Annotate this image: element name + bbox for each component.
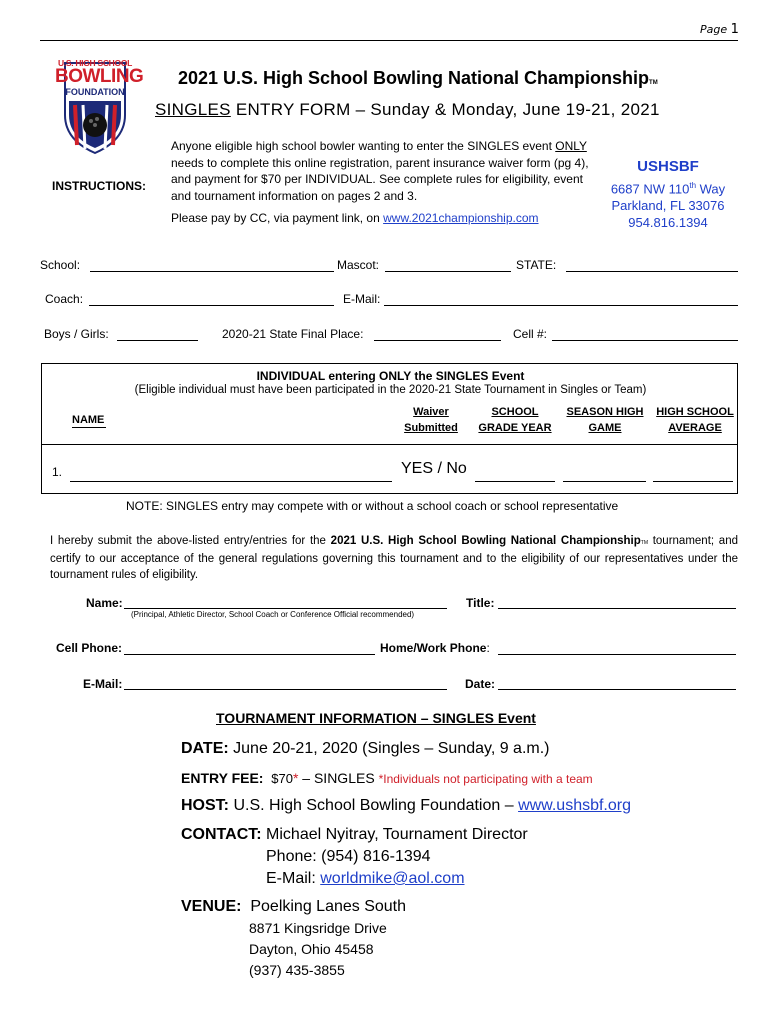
row-season-field[interactable] — [563, 481, 646, 482]
state-field[interactable] — [566, 271, 738, 272]
cell-label: Cell #: — [513, 327, 548, 341]
sig-name-hint: (Principal, Athletic Director, School Coach or Conference Official recommended) — [131, 610, 415, 619]
info-contact — [181, 826, 528, 844]
state-final-field[interactable] — [374, 340, 501, 341]
school-field[interactable] — [90, 271, 334, 272]
page-number — [700, 22, 739, 37]
info-fee-label: ENTRY FEE: — [181, 770, 264, 786]
school-label: School: — [40, 258, 81, 272]
mascot-label: Mascot: — [337, 258, 380, 272]
coach-label: Coach: — [45, 292, 84, 306]
org-street-b: Way — [696, 181, 726, 197]
logo-line1: U.S. HIGH SCHOOL — [57, 58, 133, 68]
org-street-a: 6687 NW 110 — [610, 181, 690, 197]
certify-text — [50, 533, 738, 583]
info-contact-email — [266, 870, 465, 888]
boys-girls-label: Boys / Girls: — [44, 327, 109, 341]
instructions-p1a: Anyone eligible high school bowler wanting to enter the SINGLES event — [171, 139, 556, 153]
info-fee-star: * — [292, 770, 299, 786]
col-season-1: SEASON HIGH — [566, 406, 644, 418]
email-label: E-Mail: — [343, 292, 381, 306]
boys-girls-field[interactable] — [117, 340, 198, 341]
info-heading: TOURNAMENT INFORMATION – SINGLES Event — [216, 710, 536, 726]
sig-date-label: Date: — [465, 677, 496, 691]
table-title: INDIVIDUAL entering ONLY the SINGLES Event — [256, 369, 525, 383]
col-waiver-header — [395, 404, 467, 436]
col-hs-2: AVERAGE — [668, 422, 722, 434]
info-venue-street: 8871 Kingsridge Drive — [249, 920, 387, 936]
page-subtitle — [155, 100, 660, 120]
logo-line3: FOUNDATION — [65, 87, 125, 97]
info-contact-phone: Phone: (954) 816-1394 — [266, 848, 431, 865]
instructions-p1b: needs to complete this online registration, parent insurance waiver form (pg 4), and payment for $70 per INDIVIDUAL. See complete rules for eligibility, event and tournament information on pages 2 and 3. — [171, 155, 589, 203]
mascot-field[interactable] — [385, 271, 511, 272]
ushsbf-logo — [55, 55, 144, 155]
org-city: Parkland, FL 33076 — [611, 198, 725, 214]
payment-text: Please pay by CC, via payment link, on — [171, 211, 384, 225]
col-waiver-2: Submitted — [404, 422, 458, 434]
sig-cell-label: Cell Phone: — [56, 641, 123, 655]
org-phone: 954.816.1394 — [628, 215, 708, 231]
sig-email-field[interactable] — [124, 689, 447, 690]
sig-name-label: Name: — [86, 596, 123, 610]
sig-home-field[interactable] — [498, 654, 736, 655]
col-season-2: GAME — [588, 422, 622, 434]
title-text: 2021 U.S. High School Bowling National Championship — [178, 68, 650, 88]
info-contact-email-label: E-Mail: — [266, 870, 321, 887]
table-divider — [41, 444, 738, 445]
info-date-label: DATE: — [181, 740, 229, 757]
org-block — [598, 158, 738, 231]
info-fee-note: *Individuals not participating with a team — [378, 772, 593, 786]
page-label: Page — [700, 23, 728, 36]
info-host-value: U.S. High School Bowling Foundation – — [233, 797, 519, 814]
row-average-field[interactable] — [653, 481, 733, 482]
cell-field[interactable] — [552, 340, 738, 341]
info-host-link[interactable]: www.ushsbf.org — [518, 797, 631, 814]
coach-field[interactable] — [89, 305, 334, 306]
page-number-value: 1 — [730, 22, 739, 37]
org-street-sup: th — [689, 181, 697, 190]
sig-email-label: E-Mail: — [83, 677, 123, 691]
col-school-1: SCHOOL — [491, 406, 539, 418]
sig-cell-field[interactable] — [124, 654, 375, 655]
info-fee-value: $70 — [271, 771, 293, 786]
singles-note: NOTE: SINGLES entry may compete with or without a school coach or school representative — [126, 499, 619, 513]
sig-home-text: Home/Work Phone — [380, 641, 487, 655]
info-fee — [181, 770, 593, 786]
info-host — [181, 797, 631, 815]
info-venue — [181, 898, 406, 916]
col-name-underline — [72, 427, 106, 428]
table-subtitle: (Eligible individual must have been participated in the 2020-21 State Tournament in Singles or Team) — [134, 384, 647, 396]
state-label: STATE: — [516, 258, 557, 272]
row-number: 1. — [52, 465, 63, 479]
info-date-value: June 20-21, 2020 (Singles – Sunday, 9 a.m.) — [233, 740, 550, 757]
col-name-header: NAME — [72, 414, 105, 426]
subtitle-rest: ENTRY FORM – Sunday & Monday, June 19-21, 2021 — [230, 100, 660, 119]
sig-date-field[interactable] — [498, 689, 736, 690]
row-grade-field[interactable] — [475, 481, 555, 482]
sig-title-field[interactable] — [498, 608, 736, 609]
logo-line2: BOWLING — [55, 66, 144, 87]
payment-link[interactable]: www.2021championship.com — [383, 211, 539, 225]
sig-name-field[interactable] — [124, 608, 447, 609]
instructions-only: ONLY — [555, 139, 587, 153]
col-school-2: GRADE YEAR — [478, 422, 552, 434]
sig-home-label — [380, 641, 490, 655]
instructions-text — [171, 138, 591, 204]
col-waiver-1: Waiver — [413, 406, 449, 418]
certify-b: tournament; and certify to our acceptance of the general regulations governing this tournament and to the eligibility of our representatives under the tournament rules of eligibility. — [50, 535, 738, 581]
info-fee-rest: – SINGLES — [298, 770, 379, 786]
state-final-label: 2020-21 State Final Place: — [222, 327, 364, 341]
certify-bold: 2021 U.S. High School Bowling National Championship — [330, 535, 641, 547]
waiver-yes-no[interactable]: YES / No — [401, 460, 467, 477]
page-title — [178, 68, 658, 89]
info-venue-name: Poelking Lanes South — [250, 898, 407, 915]
sig-home-colon: : — [486, 641, 490, 655]
col-grade-header — [475, 404, 555, 436]
info-contact-label: CONTACT: — [181, 826, 262, 843]
title-tm: TM — [649, 80, 658, 86]
sig-title-label: Title: — [466, 596, 495, 610]
certify-a: I hereby submit the above-listed entry/entries for the — [50, 535, 331, 547]
info-contact-email-link[interactable]: worldmike@aol.com — [320, 870, 465, 887]
instructions-label: INSTRUCTIONS: — [52, 179, 146, 193]
org-name: USHSBF — [637, 158, 699, 175]
info-venue-phone: (937) 435-3855 — [249, 962, 345, 978]
col-hs-1: HIGH SCHOOL — [656, 406, 734, 418]
row-name-field[interactable] — [70, 481, 392, 482]
info-host-label: HOST: — [181, 797, 229, 814]
info-venue-city: Dayton, Ohio 45458 — [249, 941, 374, 957]
info-date — [181, 740, 550, 758]
col-average-header — [654, 404, 736, 436]
col-season-header — [562, 404, 648, 436]
subtitle-singles: SINGLES — [155, 100, 231, 119]
certify-tm: TM — [640, 540, 648, 546]
header-rule — [40, 40, 738, 41]
payment-line — [171, 211, 539, 225]
info-contact-value: Michael Nyitray, Tournament Director — [266, 826, 528, 843]
singles-entry-table — [41, 363, 738, 494]
info-venue-label: VENUE: — [181, 898, 242, 915]
email-field[interactable] — [384, 305, 738, 306]
org-street — [598, 177, 738, 197]
